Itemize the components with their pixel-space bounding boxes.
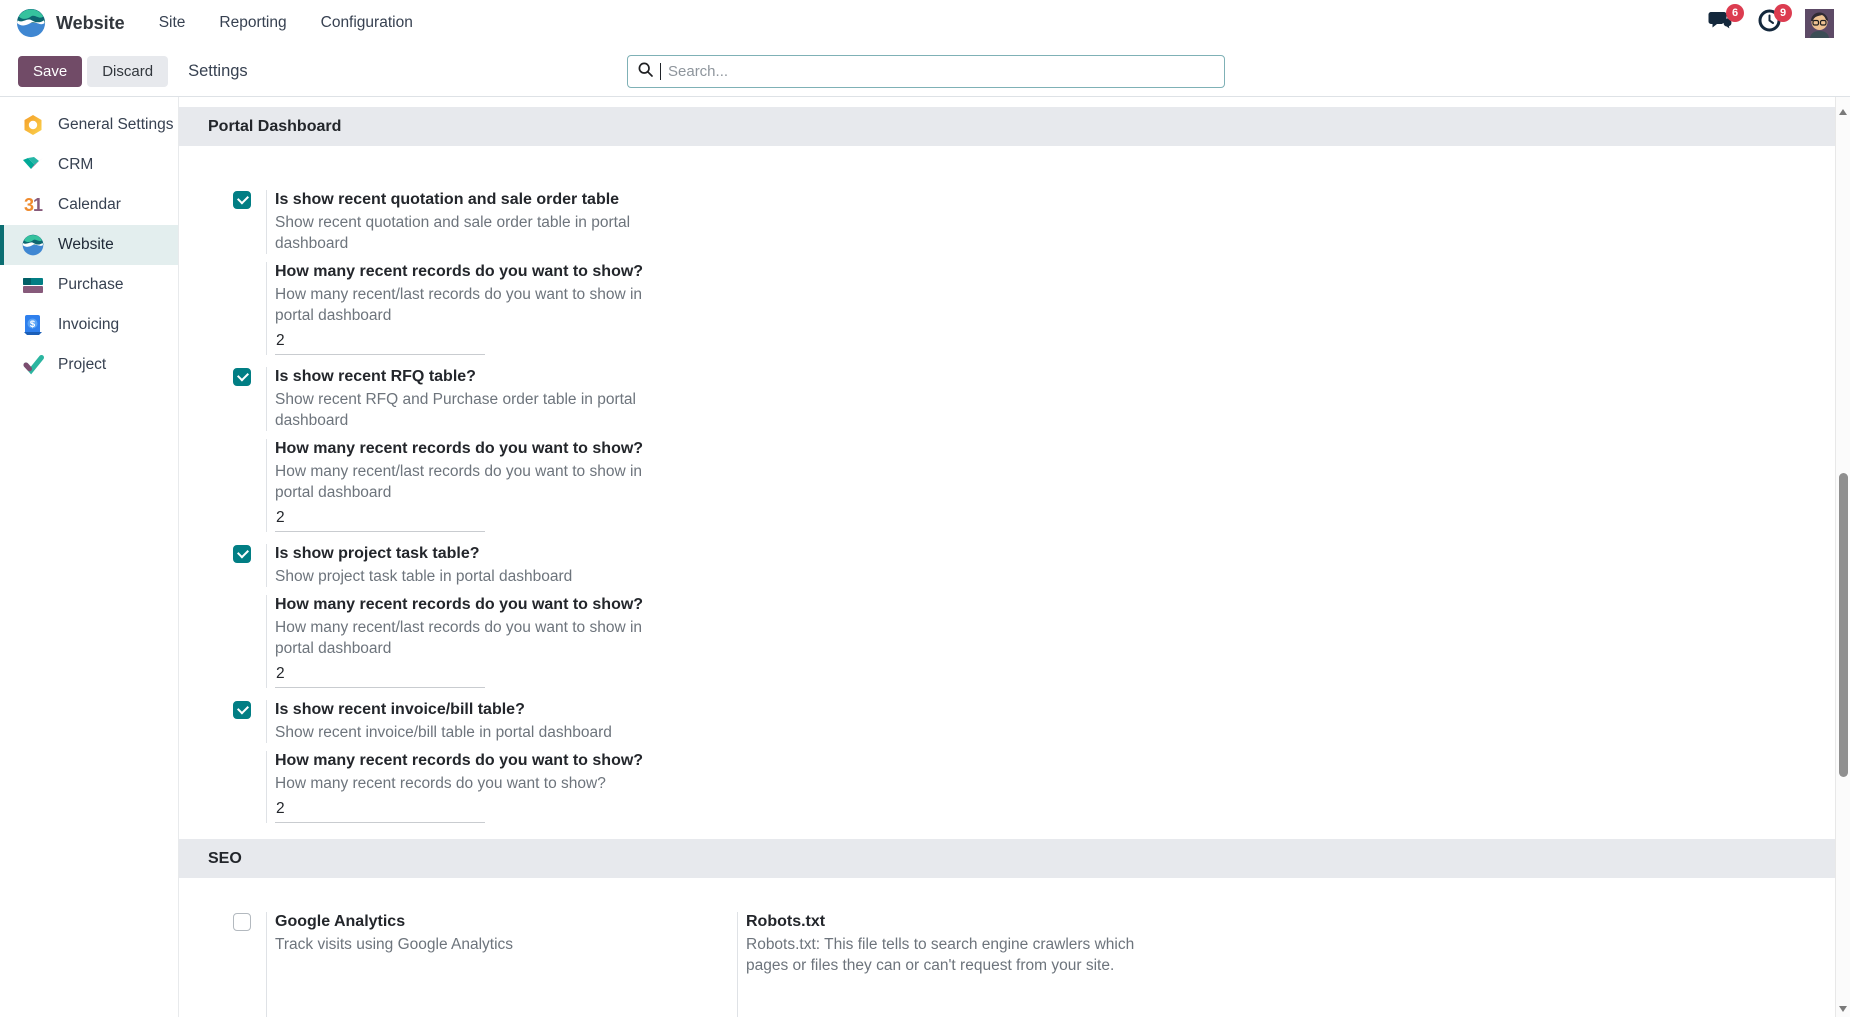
top-navbar (0, 0, 1850, 46)
breadcrumb: Settings (188, 61, 248, 80)
activities-button[interactable] (1755, 7, 1787, 37)
sidebar-item-invoicing[interactable] (0, 305, 178, 345)
sidebar-item-purchase[interactable] (0, 265, 178, 305)
sidebar-item-calendar[interactable] (0, 185, 178, 225)
settings-sidebar (0, 97, 179, 1017)
section-title: Portal Dashboard (208, 117, 342, 135)
sidebar-item-general-settings[interactable] (0, 105, 178, 145)
sub-setting-description: How many recent records do you want to show? (275, 775, 606, 792)
scroll-down-arrow-icon[interactable] (1839, 1006, 1847, 1012)
sidebar-item-crm[interactable] (0, 145, 178, 185)
control-panel (0, 46, 1850, 97)
purchase-icon (22, 274, 44, 296)
search-icon (638, 62, 653, 82)
sidebar-item-project[interactable] (0, 345, 178, 385)
navbar-systray (1687, 9, 1834, 38)
save-button[interactable]: Save (18, 56, 82, 87)
sidebar-item-website[interactable] (0, 225, 178, 265)
records-count-input[interactable]: 2 (275, 800, 485, 823)
activities-count-badge: 9 (1774, 4, 1792, 22)
setting-label[interactable]: Is show recent RFQ table? (275, 368, 476, 385)
discard-button[interactable]: Discard (87, 56, 168, 87)
setting-description: Show recent invoice/bill table in portal dashboard (275, 724, 612, 741)
sub-setting-label: How many recent records do you want to show? (275, 752, 644, 769)
project-icon (22, 354, 44, 376)
robots-info-pane (737, 912, 1157, 1017)
svg-text:$: $ (29, 319, 36, 330)
vertical-scrollbar[interactable] (1835, 97, 1850, 1017)
setting-description: Show recent RFQ and Purchase order table in portal dashboard (275, 391, 636, 429)
sub-setting-label: How many recent records do you want to show? (275, 263, 644, 280)
sidebar-item-label: Purchase (58, 276, 124, 293)
records-count-input[interactable]: 2 (275, 509, 485, 532)
seo-settings (179, 878, 1835, 1017)
setting-group-rfq-table (233, 367, 1835, 532)
website-icon (22, 234, 44, 256)
checkbox[interactable] (233, 368, 251, 386)
records-count-input[interactable]: 2 (275, 332, 485, 355)
sidebar-item-label: Website (58, 236, 114, 253)
sub-setting-label: How many recent records do you want to show? (275, 440, 644, 457)
setting-description: Robots.txt: This file tells to search engine crawlers which pages or files they can or can't request from your site. (746, 936, 1135, 974)
search-input[interactable] (668, 63, 1214, 80)
app-switcher[interactable] (16, 8, 125, 38)
menu-reporting[interactable]: Reporting (219, 14, 287, 31)
sidebar-item-label: CRM (58, 156, 94, 173)
checkbox[interactable] (233, 191, 251, 209)
user-avatar[interactable] (1805, 9, 1834, 38)
general-settings-icon (22, 114, 44, 136)
sidebar-item-label: Calendar (58, 196, 121, 213)
menu-site[interactable]: Site (158, 14, 186, 31)
website-logo-icon (16, 8, 46, 38)
messages-count-badge: 6 (1726, 4, 1744, 22)
scroll-up-arrow-icon[interactable] (1839, 109, 1847, 115)
invoicing-icon (22, 314, 44, 336)
crm-icon (22, 154, 44, 176)
sub-setting-description: How many recent/last records do you want to show in portal dashboard (275, 463, 643, 501)
sub-setting-description: How many recent/last records do you want to show in portal dashboard (275, 619, 643, 657)
sidebar-item-label: Project (58, 356, 107, 373)
setting-label[interactable]: Is show recent invoice/bill table? (275, 701, 525, 718)
menu-configuration[interactable]: Configuration (320, 14, 413, 31)
setting-label: Robots.txt (746, 913, 826, 930)
app-name[interactable]: Website (56, 12, 125, 33)
settings-content (179, 97, 1835, 1017)
section-header-portal-dashboard (179, 107, 1835, 146)
calendar-icon: 31 (23, 194, 43, 215)
setting-group-invoice-bill-table (233, 700, 1835, 823)
setting-label[interactable]: Is show recent quotation and sale order table (275, 191, 620, 208)
setting-description: Show recent quotation and sale order table in portal dashboard (275, 214, 631, 252)
setting-group-project-task-table (233, 544, 1835, 688)
setting-label[interactable]: Google Analytics (275, 913, 406, 930)
section-header-seo (179, 839, 1835, 878)
setting-label[interactable]: Is show project task table? (275, 545, 480, 562)
sidebar-item-label: General Settings (58, 116, 174, 133)
section-title: SEO (208, 849, 242, 867)
setting-group-google-analytics (233, 912, 737, 1017)
setting-description: Track visits using Google Analytics (275, 936, 514, 953)
portal-dashboard-settings (179, 146, 1835, 823)
setting-group-quotation-table (233, 190, 1835, 355)
sub-setting-label: How many recent records do you want to show? (275, 596, 644, 613)
text-cursor (660, 63, 661, 80)
sidebar-item-label: Invoicing (58, 316, 120, 333)
nav-menus (159, 14, 413, 32)
checkbox[interactable] (233, 913, 251, 931)
checkbox[interactable] (233, 701, 251, 719)
records-count-input[interactable]: 2 (275, 665, 485, 688)
checkbox[interactable] (233, 545, 251, 563)
sub-setting-description: How many recent/last records do you want to show in portal dashboard (275, 286, 643, 324)
setting-description: Show project task table in portal dashboard (275, 568, 573, 585)
scrollbar-thumb[interactable] (1839, 473, 1848, 777)
search-box[interactable] (627, 55, 1225, 88)
messages-button[interactable] (1707, 7, 1739, 37)
